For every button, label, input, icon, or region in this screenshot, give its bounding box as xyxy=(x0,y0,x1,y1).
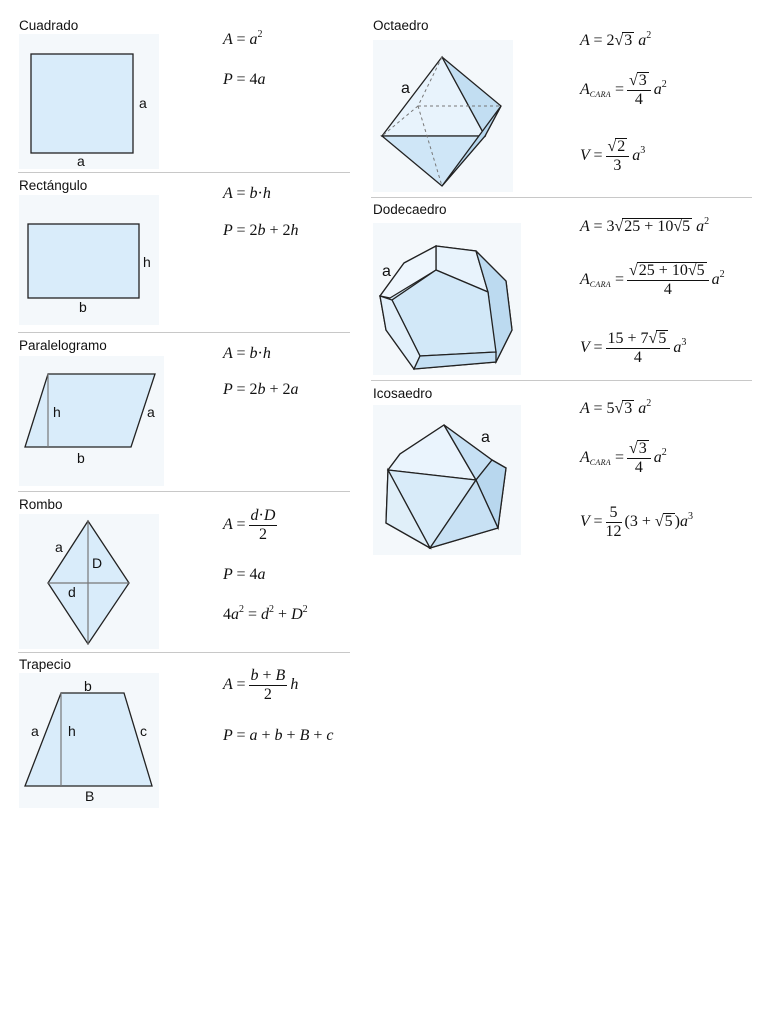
rectangulo-label-b: b xyxy=(79,299,87,315)
trapecio-label-c: c xyxy=(140,723,147,739)
dodecaedro-title: Dodecaedro xyxy=(373,202,447,217)
paralelogramo-label-a: a xyxy=(147,404,155,420)
rombo-label-a: a xyxy=(55,539,63,555)
trapecio-label-b: b xyxy=(84,678,92,694)
rectangulo-label-h: h xyxy=(143,254,151,270)
icosaedro-title: Icosaedro xyxy=(373,386,433,401)
paralelogramo-formula-area: A = b·h xyxy=(223,345,271,362)
paralelogramo-label-h: h xyxy=(53,404,61,420)
icosaedro-label-a: a xyxy=(481,429,490,446)
cuadrado-label-side: a xyxy=(139,95,147,111)
dodecaedro-formula-area: A = 3√25 + 10√5 $a^2$ xyxy=(580,216,710,235)
paralelogramo-title: Paralelogramo xyxy=(19,338,107,353)
rectangulo-formula-area: A = b·h xyxy=(223,185,271,202)
rombo-title: Rombo xyxy=(19,497,63,512)
rectangulo-title: Rectángulo xyxy=(19,178,88,193)
trapecio-label-h: h xyxy=(68,723,76,739)
octaedro-title: Octaedro xyxy=(373,18,429,33)
paralelogramo-label-b: b xyxy=(77,450,85,466)
dodecaedro-label-a: a xyxy=(382,263,391,280)
octaedro-formula-face-area: $A_{CARA}$ = $\frac{√3}{4}$ $a^2$ xyxy=(580,72,667,108)
rombo-label-d: d xyxy=(68,584,76,600)
icosaedro-formula-volume: V = $\frac{5}{12}$ (3 + √5 )$a^3$ xyxy=(580,504,693,540)
trapecio-label-a: a xyxy=(31,723,39,739)
icosaedro-formula-area: A = 5√3 $a^2$ xyxy=(580,398,652,417)
paralelogramo-formula-perimeter: P = 2b + 2a xyxy=(223,381,299,398)
cuadrado-title: Cuadrado xyxy=(19,18,79,33)
cuadrado-formula-perimeter: P = 4a xyxy=(223,71,266,88)
rectangulo-formula-perimeter: P = 2b + 2h xyxy=(223,222,299,239)
rombo-formula-relation: $4a^2 = d^2 + D^2$ xyxy=(223,604,308,623)
trapecio-formula-perimeter: P = a + b + B + c xyxy=(223,727,334,744)
trapecio-formula-area: A = $\frac{b + B}{2}$ h xyxy=(223,667,299,703)
octaedro-formula-volume: V = $\frac{√2}{3}$ $a^3$ xyxy=(580,138,646,174)
trapecio-title: Trapecio xyxy=(19,657,72,672)
dodecaedro-formula-face-area: $A_{CARA}$ = $\frac{√25 + 10√5}{4}$ $a^2$ xyxy=(580,262,725,298)
octaedro-label-a: a xyxy=(401,80,410,97)
icosaedro-formula-face-area: $A_{CARA}$ = $\frac{√3}{4}$ $a^2$ xyxy=(580,440,667,476)
rombo-label-D: D xyxy=(92,555,103,571)
cuadrado-label-bottom: a xyxy=(77,153,85,169)
cuadrado-formula-area: $A = a^2$ xyxy=(223,29,263,48)
dodecaedro-formula-volume: V = $\frac{15 + 7√5}{4}$ $a^3$ xyxy=(580,330,687,366)
rombo-formula-perimeter: P = 4a xyxy=(223,566,266,583)
rombo-formula-area: A = $\frac{d\cdot D}{2}$ xyxy=(223,507,276,543)
octaedro-formula-area: A = 2√3 $a^2$ xyxy=(580,30,652,49)
trapecio-label-B: B xyxy=(85,788,95,804)
